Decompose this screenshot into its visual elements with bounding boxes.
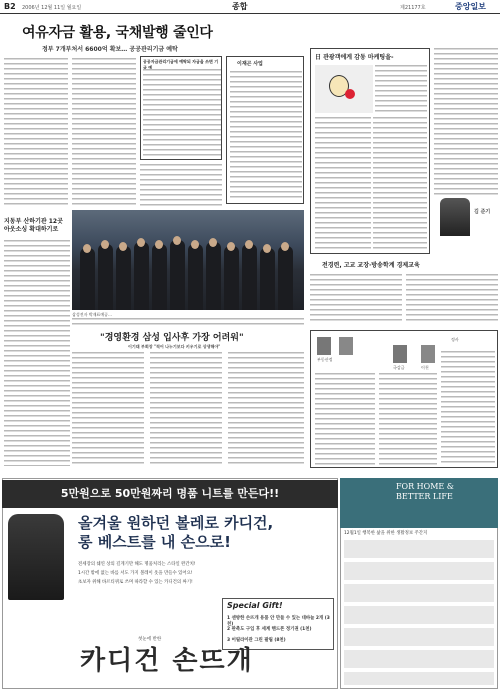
right-headline2: 전경련, 고교 교장·방송학계 경제교육 (322, 262, 420, 269)
right-box-body3 (373, 117, 427, 251)
special-gift-item: 3 어릴라이관 그린 팔림 (8천) (227, 638, 286, 643)
right-column-box (310, 48, 430, 254)
article-body-col1 (4, 58, 68, 208)
columnist-photo (440, 198, 470, 236)
people-label: 부동산정 (317, 357, 333, 362)
page-header (0, 0, 500, 14)
ad2-title-line1: FOR HOME & (396, 482, 454, 491)
people-label: 국감금 (393, 365, 405, 370)
column-body (434, 48, 498, 198)
ad-feature-line: 전세장의 쉐연 상의 길게기만 해도 명품처리는 스타일 완간치! (78, 562, 196, 567)
ad-main-line1: 올겨울 원하던 볼레로 카디건, (78, 514, 274, 532)
special-gift-title: Special Gift! (227, 601, 283, 610)
pullquote: "경영환경 삼성 입사후 가장 어려워" (100, 333, 244, 343)
people-box (310, 330, 498, 468)
article-body-col2 (72, 58, 136, 208)
photo-caption: 삼성전자 박재표예공… (72, 312, 113, 317)
right-article-body2 (406, 274, 498, 324)
issue-date: 2006년 12월 11일 월요일 (22, 5, 82, 11)
right-box-body1 (375, 65, 427, 115)
ad2-title (396, 482, 454, 502)
people-body3 (441, 351, 495, 465)
right-box-title: 日 관광객에게 감동 마케팅을- (315, 54, 394, 61)
caption-body (72, 318, 304, 326)
issue-number: 제21177호 (400, 5, 426, 11)
sidebar-title: 이재곤 사업 (237, 61, 263, 67)
right-article-body1 (310, 274, 402, 324)
page-number: B2 (4, 2, 16, 11)
quote-body-col3 (228, 352, 304, 466)
quote-body-col2 (150, 352, 222, 466)
second-article-body (4, 240, 70, 466)
person-photo (421, 345, 435, 363)
sidebar-box (226, 56, 304, 204)
sidebar-body (230, 71, 302, 201)
ad2-subtitle: 12월1일 행복한 삶을 위한 생활정보 주간지 (344, 531, 428, 536)
second-headline: 지동부 산하기관 12곳 아웃소싱 확대하기로 (4, 218, 63, 233)
ad-feature-line: 1시간 밖에 없는 바를 서도 가지 볼레이 옷을 만들수 있어요! (78, 571, 193, 576)
table-body (143, 69, 221, 157)
event-photo (72, 210, 304, 310)
table-title: 공공자금관리기금에 예탁되 자금을 쓰면 기금 예 (143, 59, 219, 70)
ad2-title-line2: BETTER LIFE (396, 492, 453, 501)
people-body1 (315, 373, 375, 465)
ad-bottom-title: 카디건 손뜨개 (80, 646, 254, 676)
person-photo (393, 345, 407, 363)
article-body-col3 (140, 164, 222, 208)
ad2-content-grid (344, 540, 494, 685)
quote-body-col1 (72, 352, 144, 466)
special-gift-item: 2 판촉도 구입 후 세계 핸드폰 정기권 (1천) (227, 627, 312, 632)
section-name: 종합 (232, 2, 248, 11)
ad-bottom-tagline: 첫눈에 반한 (138, 637, 162, 642)
ad-top-banner: 5만원으로 50만원짜리 명품 니트를 만든다!! (2, 480, 338, 508)
cardigan-photo (8, 514, 64, 600)
columnist-name: 김 준기 (474, 209, 491, 215)
right-box-body2 (315, 117, 371, 251)
people-label: 이천 (421, 365, 429, 370)
ad-feature-line: 초보자 위해 바르티퀴로 쓰며 따라할 수 있는 카디건의 짜기! (78, 580, 193, 585)
special-gift-item: 1 센방한 손뜨개 용품 안 만들 수 있는 대바늘 2개 (3천) (227, 616, 330, 627)
person-photo (317, 337, 331, 355)
people-body2 (379, 373, 437, 465)
ad-main-copy (78, 514, 273, 552)
ad-main-line2: 롱 베스트를 내 손으로! (78, 533, 231, 551)
newspaper-logo: 중앙일보 (455, 1, 486, 11)
main-subhead: 정부 7개부처서 6600억 확보… 공공관리기금 예탁 (42, 46, 178, 53)
ad-feature-list (78, 560, 218, 587)
people-label: 정사 (451, 337, 459, 342)
data-table (140, 56, 222, 160)
cartoon-illustration (315, 65, 373, 113)
person-photo (339, 337, 353, 355)
pullquote-subhead: 이기태 부회장 "적어 나누기보다 키우기로 상생해야" (128, 344, 221, 349)
main-headline: 여유자금 활용, 국채발행 줄인다 (22, 25, 213, 41)
